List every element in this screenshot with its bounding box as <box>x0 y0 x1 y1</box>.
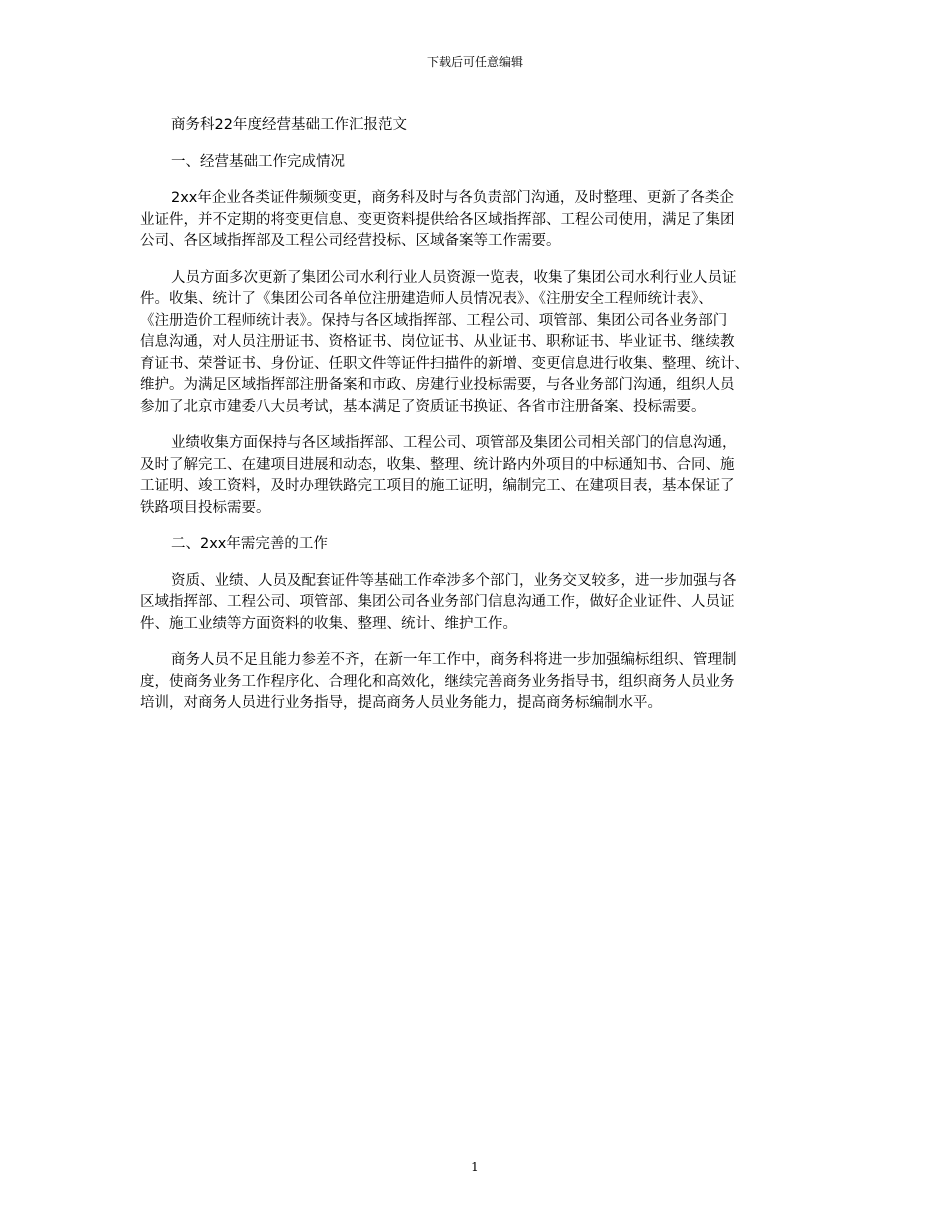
text-line: 度，使商务业务工作程序化、合理化和高效化，继续完善商务业务指导书，组织商务人员业务 <box>140 673 735 690</box>
text-line: 商务人员不足且能力参差不齐，在新一年工作中，商务科将进一步加强编标组织、管理制 <box>171 652 737 668</box>
text-line: 信息沟通，对人员注册证书、资格证书、岗位证书、从业证书、职称证书、毕业证书、继续教 <box>140 334 735 350</box>
paragraph-improvements <box>140 571 820 636</box>
text-line: 资质、业绩、人员及配套证件等基础工作牵涉多个部门，业务交叉较多，进一步加强与各 <box>171 572 737 589</box>
section-heading-1-paragraph <box>140 152 820 174</box>
text-line: 维护。为满足区域指挥部注册备案和市政、房建行业投标需要，与各业务部门沟通，组织人员 <box>140 377 735 393</box>
document-body <box>140 115 820 715</box>
section-heading-2-paragraph <box>140 534 820 556</box>
text-line: 件。收集、统计了《集团公司各单位注册建造师人员情况表》、《注册安全工程师统计表》、 <box>140 291 713 307</box>
text-line: 区域指挥部、工程公司、项管部、集团公司各业务部门信息沟通工作，做好企业证件、人员证 <box>140 594 735 610</box>
text-line: 参加了北京市建委八大员考试，基本满足了资质证书换证、各省市注册备案、投标需要。 <box>140 398 706 415</box>
text-line: 业证件，并不定期的将变更信息、变更资料提供给各区域指挥部、工程公司使用，满足了集团 <box>140 211 735 228</box>
section-heading-2: 二、2xx年需完善的工作 <box>171 536 328 552</box>
text-line: 育证书、荣誉证书、身份证、任职文件等证件扫描件的新增、变更信息进行收集、整理、统计、 <box>140 355 749 372</box>
page-number: 1 <box>471 1160 479 1174</box>
text-line: 及时了解完工、在建项目进展和动态，收集、整理、统计路内外项目的中标通知书、合同、施 <box>140 456 735 473</box>
text-line: 业绩收集方面保持与各区域指挥部、工程公司、项管部及集团公司相关部门的信息沟通， <box>171 435 737 451</box>
paragraph-staffing <box>140 650 820 715</box>
text-line: 人员方面多次更新了集团公司水利行业人员资源一览表，收集了集团公司水利行业人员证 <box>171 269 737 286</box>
document-title: 商务科22年度经营基础工作汇报范文 <box>171 117 407 133</box>
text-line: 培训，对商务人员进行业务指导，提高商务人员业务能力，提高商务标编制水平。 <box>140 695 662 711</box>
section-heading-1: 一、经营基础工作完成情况 <box>171 153 345 170</box>
paragraph-certificates <box>140 188 820 253</box>
paragraph-performance <box>140 433 820 519</box>
text-line: 工证明、竣工资料，及时办理铁路完工项目的施工证明，编制完工、在建项目表，基本保证了 <box>140 478 735 494</box>
text-line: 铁路项目投标需要。 <box>140 499 271 516</box>
paragraph-personnel <box>140 268 820 419</box>
page-header-note: 下载后可任意编辑 <box>426 55 523 69</box>
text-line: 公司、各区域指挥部及工程公司经营投标、区域备案等工作需要。 <box>140 233 561 249</box>
text-line: 《注册造价工程师统计表》。保持与各区域指挥部、工程公司、项管部、集团公司各业务部门 <box>140 312 728 329</box>
document-title-paragraph <box>140 115 820 137</box>
text-line: 件、施工业绩等方面资料的收集、整理、统计、维护工作。 <box>140 615 517 632</box>
text-line: 2xx年企业各类证件频频变更，商务科及时与各负责部门沟通，及时整理、更新了各类企 <box>171 190 734 206</box>
